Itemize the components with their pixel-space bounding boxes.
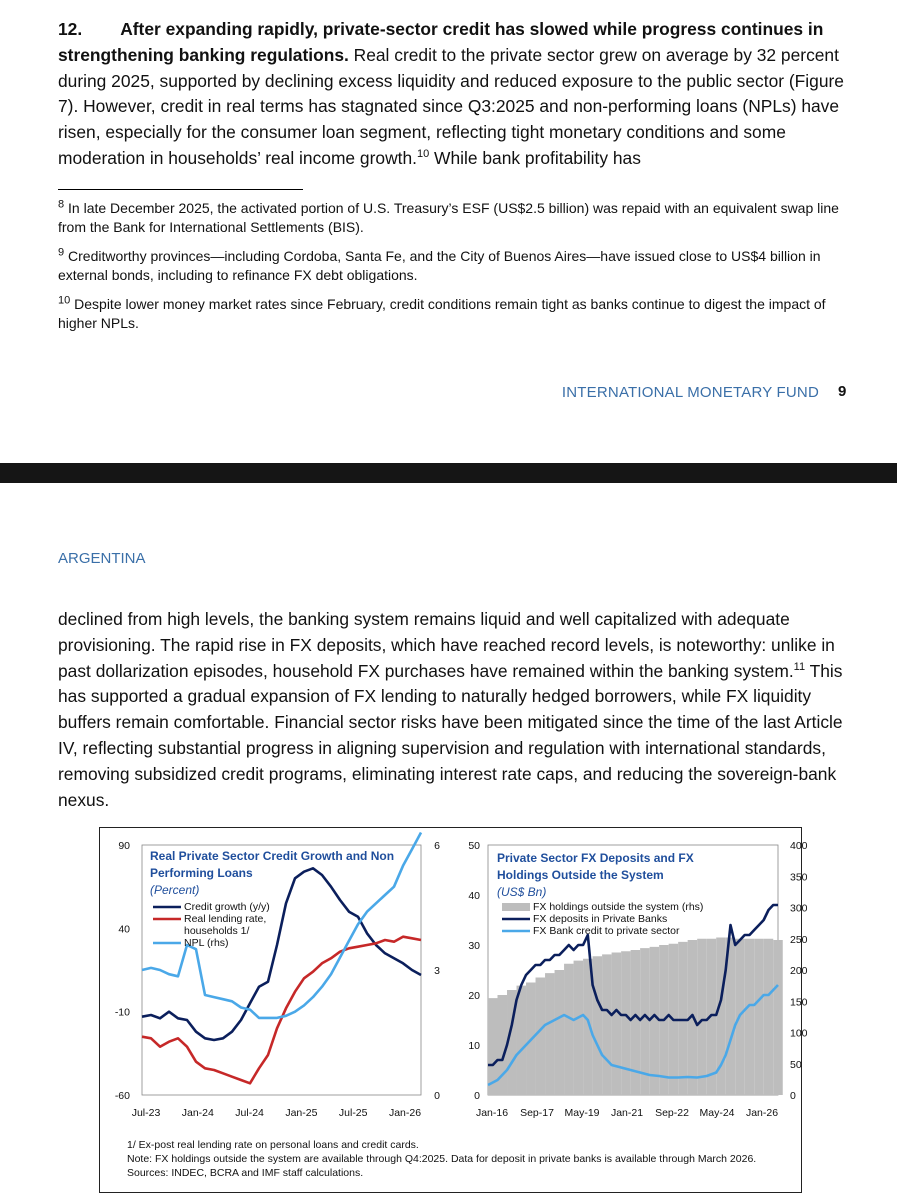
holdings-bar	[650, 947, 660, 1095]
paragraph-body: declined from high levels, the banking system remains liquid and well capitalized with adequate provisioning. The rapid rise in FX deposits, which have reached record levels, is noteworthy: unlike in past dollarization episodes, household FX purchases have remained within the banking system.	[58, 609, 835, 681]
figure-note-2: Note: FX holdings outside the system are available through Q4:2025. Data for deposit in private banks is available through March 2026.	[127, 1153, 757, 1165]
chart-title: Performing Loans	[150, 866, 253, 880]
holdings-bar	[754, 939, 764, 1095]
footnote-number: 10	[58, 294, 71, 307]
holdings-bar	[555, 970, 565, 1095]
y-tick-right: 300	[790, 902, 808, 915]
footnote-number: 8	[58, 198, 65, 211]
footnote-number: 9	[58, 246, 65, 259]
x-tick-label: Jan-21	[610, 1107, 644, 1119]
holdings-bar	[545, 973, 555, 1095]
legend-label: households 1/	[184, 925, 250, 937]
x-tick-label: Jul-25	[338, 1107, 368, 1119]
footnote-text: Despite lower money market rates since February, credit conditions remain tight as banks continue to digest the impact of higher NPLs.	[58, 296, 826, 331]
holdings-bar	[697, 939, 707, 1095]
footnote-ref-11: 11	[793, 660, 806, 673]
chart-title: Private Sector FX Deposits and FX	[497, 851, 694, 865]
holdings-bar	[745, 939, 755, 1095]
y-tick-right: 350	[790, 871, 808, 884]
paragraph-lead: After expanding rapidly, private-sector credit has slowed while progress continues in strengthening banking regulations.	[58, 19, 824, 65]
x-tick-label: May-19	[564, 1107, 600, 1119]
paragraph-number: 12.	[58, 19, 83, 39]
y-tick-left: 40	[468, 890, 480, 902]
y-tick-left: 0	[474, 1090, 480, 1102]
footnote-text: Creditworthy provinces—including Cordoba, Santa Fe, and the City of Buenos Aires—have issued close to US$4 billion in external bonds, including to refinance FX debt obligations.	[58, 248, 821, 283]
y-tick-left: 10	[468, 1040, 480, 1052]
y-tick-right: 200	[790, 965, 808, 977]
y-tick-right: 0	[434, 1090, 440, 1102]
holdings-bar	[621, 951, 631, 1095]
x-tick-label: Sep-22	[655, 1107, 689, 1119]
y-tick-left: -60	[114, 1090, 130, 1102]
holdings-bar	[612, 953, 622, 1096]
holdings-bar	[517, 986, 527, 1095]
chart-title: Holdings Outside the System	[497, 868, 664, 882]
chart-subtitle: (US$ Bn)	[497, 885, 547, 899]
holdings-bar	[574, 961, 584, 1095]
legend-label: FX Bank credit to private sector	[533, 925, 680, 937]
x-tick-label: Jan-26	[388, 1107, 422, 1119]
y-tick-right: 0	[790, 1090, 796, 1102]
legend-swatch	[502, 903, 530, 911]
x-tick-label: Jan-24	[181, 1107, 214, 1119]
legend-label: FX deposits in Private Banks	[533, 913, 668, 925]
chart-subtitle: (Percent)	[150, 883, 200, 897]
legend-label: NPL (rhs)	[184, 937, 229, 949]
y-tick-right: 50	[790, 1058, 802, 1071]
holdings-bar	[564, 964, 574, 1095]
holdings-bar	[536, 978, 546, 1096]
y-tick-left: 20	[468, 990, 480, 1002]
y-tick-right: 3	[434, 965, 440, 977]
holdings-bar	[602, 954, 612, 1095]
figure-note-3: Sources: INDEC, BCRA and IMF staff calculations.	[127, 1167, 364, 1179]
x-tick-label: Jul-23	[131, 1107, 161, 1119]
x-tick-label: Sep-17	[520, 1107, 554, 1119]
holdings-bar	[773, 940, 783, 1095]
y-tick-left: -10	[114, 1006, 130, 1019]
x-tick-label: Jan-16	[475, 1107, 509, 1119]
running-header-imf: INTERNATIONAL MONETARY FUND	[561, 384, 819, 401]
y-tick-left: 40	[118, 923, 130, 936]
figure-note-1: 1/ Ex-post real lending rate on personal loans and credit cards.	[127, 1139, 419, 1151]
legend-label: Credit growth (y/y)	[184, 901, 270, 913]
y-tick-right: 100	[790, 1027, 808, 1040]
chart-title: Real Private Sector Credit Growth and Non	[150, 849, 395, 863]
holdings-bar	[593, 956, 603, 1095]
page-number: 9	[838, 383, 847, 400]
paragraph-tail: While bank profitability has	[429, 147, 641, 168]
paragraph-tail: This has supported a gradual expansion of FX lending to naturally hedged borrowers, while FX liquidity buffers remain comfortable. Financial sector risks have been mitigated since the time of the last Article IV, reflecting substantial progress in aligning supervision and regulation with international standards, removing subsidized credit programs, eliminating interest rate caps, and reducing the sovereign-bank nexus.	[58, 660, 843, 810]
paragraph-body: Real credit to the private sector grew on average by 32 percent during 2025, supported by declining excess liquidity and reduced exposure to the public sector (Figure 7). However, credit in real terms has stagnated since Q3:2025 and non-performing loans (NPLs) have risen, especially for the consumer loan segment, reflecting tight monetary conditions and some moderation in households’ real income growth.	[58, 44, 844, 168]
x-tick-label: Jul-24	[235, 1107, 264, 1119]
running-header-country: ARGENTINA	[58, 550, 146, 567]
y-tick-right: 150	[790, 996, 808, 1009]
y-tick-right: 250	[790, 933, 808, 946]
holdings-bar	[678, 942, 688, 1095]
y-tick-right: 6	[434, 840, 440, 852]
figure-notes	[127, 1138, 756, 1180]
footnote-text: In late December 2025, the activated portion of U.S. Treasury’s ESF (US$2.5 billion) was repaid with an equivalent swap line from the Bank for International Settlements (BIS).	[58, 200, 839, 235]
y-tick-right: 400	[790, 840, 808, 852]
y-tick-left: 30	[468, 940, 480, 952]
x-tick-label: Jan-26	[745, 1107, 779, 1119]
footnote-ref-10: 10	[416, 148, 430, 161]
holdings-bar	[764, 939, 774, 1095]
y-tick-left: 50	[468, 840, 480, 852]
x-tick-label: Jan-25	[285, 1107, 318, 1119]
y-tick-left: 90	[118, 840, 130, 852]
x-tick-label: May-24	[699, 1107, 735, 1119]
legend-label: Real lending rate,	[184, 913, 267, 925]
legend-label: FX holdings outside the system (rhs)	[533, 901, 704, 913]
